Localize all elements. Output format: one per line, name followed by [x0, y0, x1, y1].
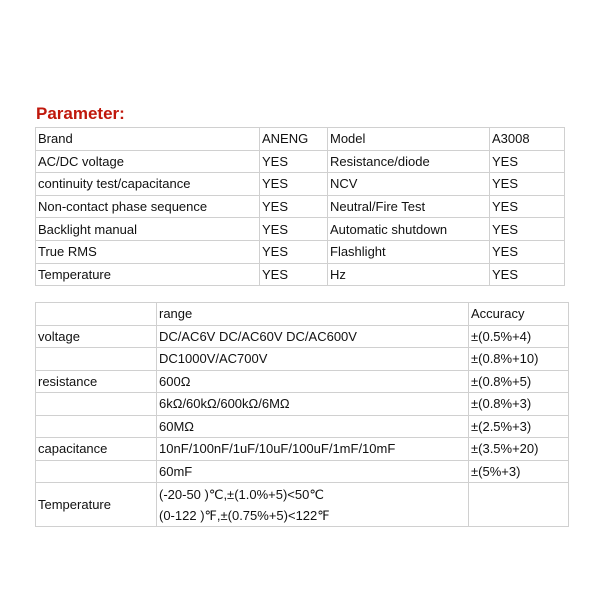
parameter-row: [36, 218, 565, 241]
function-name: [36, 348, 157, 371]
parameter-row: [36, 128, 565, 151]
feature-name: True RMS: [36, 240, 260, 263]
accuracy-value: ±(0.5%+4): [469, 325, 569, 348]
accuracy-value: ±(0.8%+10): [469, 348, 569, 371]
feature-name: Temperature: [36, 263, 260, 286]
feature-name: Model: [328, 128, 490, 151]
function-name: voltage: [36, 325, 157, 348]
feature-name: Brand: [36, 128, 260, 151]
parameter-table: [35, 127, 565, 286]
feature-name: Non-contact phase sequence: [36, 195, 260, 218]
feature-value: YES: [490, 263, 565, 286]
feature-value: ANENG: [260, 128, 328, 151]
accuracy-value: ±(5%+3): [469, 460, 569, 483]
range-row: [36, 348, 569, 371]
parameter-title: Parameter:: [36, 104, 125, 123]
range-value: 6kΩ/60kΩ/600kΩ/6MΩ: [157, 393, 469, 416]
accuracy-value: ±(0.8%+5): [469, 370, 569, 393]
temperature-row: [36, 483, 569, 527]
function-name: [36, 460, 157, 483]
range-row: [36, 393, 569, 416]
feature-value: YES: [260, 240, 328, 263]
function-name: [36, 393, 157, 416]
range-row: [36, 460, 569, 483]
feature-value: YES: [260, 173, 328, 196]
feature-name: Hz: [328, 263, 490, 286]
range-row: [36, 370, 569, 393]
accuracy-value: ±(2.5%+3): [469, 415, 569, 438]
parameter-row: [36, 173, 565, 196]
temperature-fahrenheit: (0-122 )℉,±(0.75%+5)<122℉: [159, 507, 330, 523]
range-value: 600Ω: [157, 370, 469, 393]
function-name: capacitance: [36, 438, 157, 461]
feature-value: YES: [260, 263, 328, 286]
range-table: [35, 302, 569, 527]
header-accuracy: Accuracy: [469, 303, 569, 326]
feature-name: continuity test/capacitance: [36, 173, 260, 196]
header-blank-cell: [36, 303, 157, 326]
feature-value: YES: [490, 218, 565, 241]
accuracy-value: ±(3.5%+20): [469, 438, 569, 461]
range-row: [36, 438, 569, 461]
feature-value: YES: [490, 195, 565, 218]
feature-value: YES: [260, 150, 328, 173]
accuracy-value: ±(0.8%+3): [469, 393, 569, 416]
range-row: [36, 415, 569, 438]
range-value: 10nF/100nF/1uF/10uF/100uF/1mF/10mF: [157, 438, 469, 461]
feature-name: AC/DC voltage: [36, 150, 260, 173]
feature-value: YES: [260, 218, 328, 241]
range-header-row: [36, 303, 569, 326]
range-value: 60MΩ: [157, 415, 469, 438]
feature-name: Backlight manual: [36, 218, 260, 241]
feature-name: Automatic shutdown: [328, 218, 490, 241]
parameter-row: [36, 263, 565, 286]
feature-name: Resistance/diode: [328, 150, 490, 173]
parameter-row: [36, 195, 565, 218]
range-value: DC1000V/AC700V: [157, 348, 469, 371]
feature-value: YES: [260, 195, 328, 218]
function-name: [36, 415, 157, 438]
parameter-row: [36, 150, 565, 173]
temperature-celsius: (-20-50 )℃,±(1.0%+5)<50℃: [159, 486, 324, 502]
temperature-range: [157, 483, 469, 527]
range-value: DC/AC6V DC/AC60V DC/AC600V: [157, 325, 469, 348]
feature-name: Flashlight: [328, 240, 490, 263]
feature-value: A3008: [490, 128, 565, 151]
feature-value: YES: [490, 173, 565, 196]
accuracy-value: [469, 483, 569, 527]
header-range: range: [157, 303, 469, 326]
range-row: [36, 325, 569, 348]
range-value: 60mF: [157, 460, 469, 483]
function-name: resistance: [36, 370, 157, 393]
feature-value: YES: [490, 240, 565, 263]
feature-name: NCV: [328, 173, 490, 196]
feature-name: Neutral/Fire Test: [328, 195, 490, 218]
function-name: Temperature: [36, 483, 157, 527]
feature-value: YES: [490, 150, 565, 173]
parameter-row: [36, 240, 565, 263]
